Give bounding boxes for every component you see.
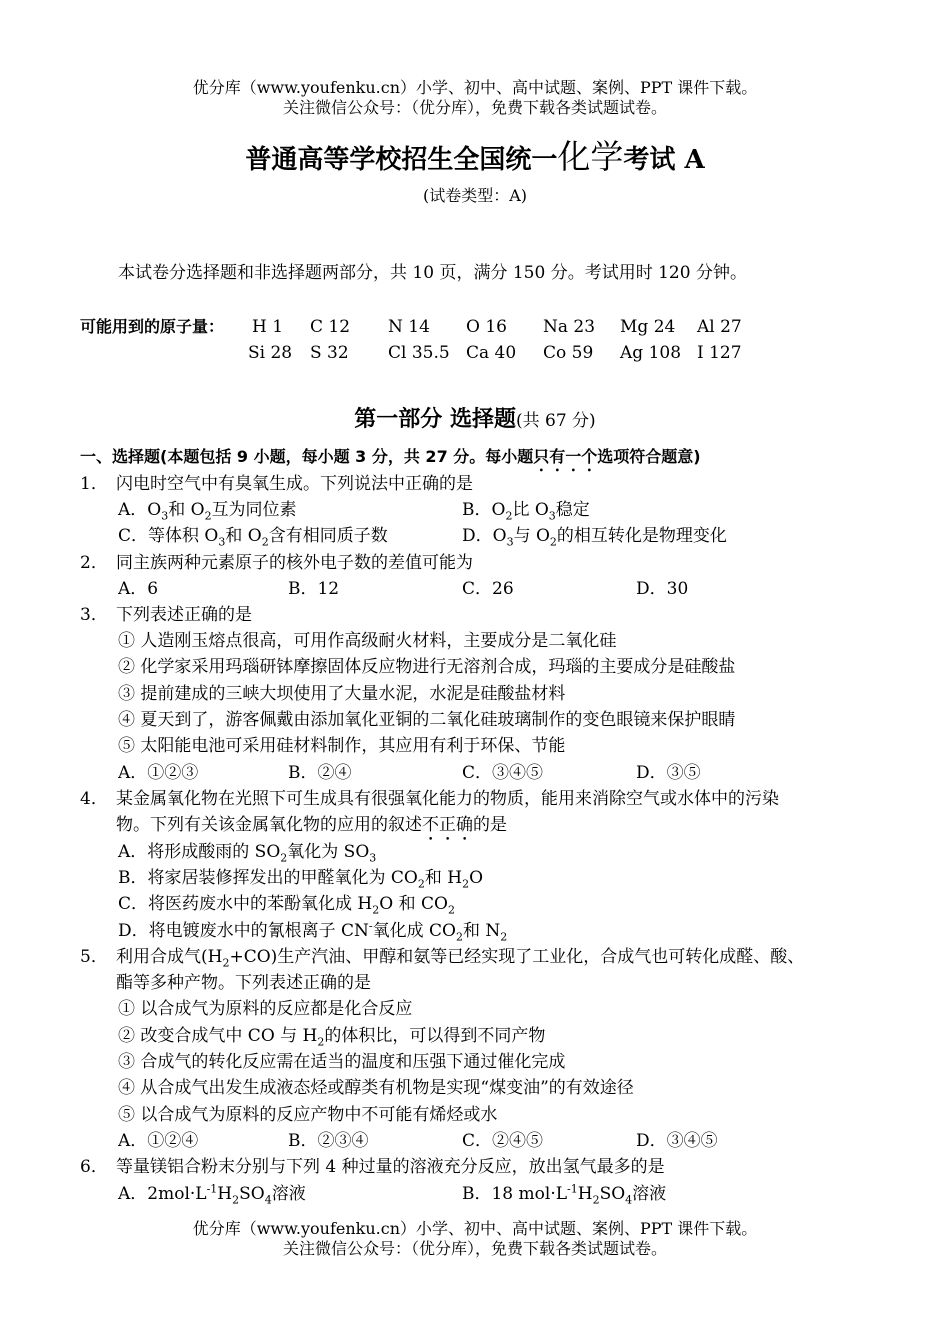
section-score: (共 67 分) <box>515 411 596 431</box>
statement-item: ③ 合成气的转化反应需在适当的温度和压强下通过催化完成 <box>118 1052 566 1072</box>
question-stem-cont: 物。下列有关该金属氧化物的应用的叙述不正确的是 <box>116 815 507 835</box>
option-b: B．将家居装修挥发出的甲醛氧化为 $CO_2$和 $H_2O$ <box>118 868 484 891</box>
section-instruction <box>80 446 701 475</box>
option-b: B．$O_2$比 $O_3$稳定 <box>462 500 590 523</box>
question-stem: 同主族两种元素原子的核外电子数的差值可能为 <box>116 553 473 573</box>
atomic-mass: H 1 <box>252 317 284 337</box>
atomic-mass: Si 28 <box>248 343 293 363</box>
header-line-2: 关注微信公众号：（优分库），免费下载各类试题试卷。 <box>282 98 667 117</box>
atomic-mass: O 16 <box>466 317 507 337</box>
atomic-mass: I 127 <box>697 343 742 363</box>
atomic-mass: Co 59 <box>543 343 594 363</box>
instruction-prefix: 一、选择题(本题包括 9 小题，每小题 3 分，共 27 分。每小题 <box>80 447 534 466</box>
question-number: 4． <box>80 789 108 809</box>
option-a: A．$2mol\cdot L^{-1}H_2SO_4$溶液 <box>118 1182 306 1207</box>
atomic-mass: Al 27 <box>697 317 742 337</box>
paper-type: (试卷类型：A) <box>422 186 528 205</box>
option-d: D．③⑤ <box>636 763 701 783</box>
question-stem: 下列表述正确的是 <box>116 605 252 625</box>
atomic-mass: C 12 <box>310 317 351 337</box>
instruction-emphasis: 只有一个 <box>533 447 598 466</box>
option-d: D．③④⑤ <box>636 1131 718 1151</box>
statement-item: ① 以合成气为原料的反应都是化合反应 <box>118 999 413 1019</box>
title-subject: 化学 <box>557 137 624 176</box>
question-number: 1． <box>80 474 108 494</box>
option-c: C．将医药废水中的苯酚氧化成 $H_2O$ 和 $CO_2$ <box>118 894 455 917</box>
option-b: B．②④ <box>288 763 352 783</box>
question-number: 2． <box>80 553 108 573</box>
statement-item: ② 改变合成气中 CO 与 $H_2$的体积比，可以得到不同产物 <box>118 1026 546 1049</box>
option-b: B．12 <box>288 579 340 599</box>
title-part-3: 考试 A <box>623 145 705 175</box>
header-line-1: 优分库（www.youfenku.cn）小学、初中、高中试题、案例、PPT 课件下载。 <box>192 78 758 97</box>
option-c: C．②④⑤ <box>462 1131 544 1151</box>
option-d: D．$O_3$与 $O_2$的相互转化是物理变化 <box>462 526 727 549</box>
question-number: 5． <box>80 947 108 967</box>
atomic-mass: Ag 108 <box>620 343 682 363</box>
atomic-mass: Ca 40 <box>466 343 517 363</box>
question-stem: 利用合成气$(H_2+CO)$生产汽油、甲醇和氨等已经实现了工业化，合成气也可转化成醛、酸、 <box>116 947 805 970</box>
option-d: D．将电镀废水中的氰根离子 CN-氧化成 $CO_2$和 $N_2$ <box>118 919 508 944</box>
atomic-mass-label: 可能用到的原子量： <box>80 317 225 336</box>
question-number: 6． <box>80 1157 108 1177</box>
option-c: C．等体积 $O_3$和 $O_2$含有相同质子数 <box>118 526 388 549</box>
option-b: B．18 $mol\cdot L^{-1}H_2SO_4$溶液 <box>462 1182 667 1207</box>
option-c: C．③④⑤ <box>462 763 544 783</box>
atomic-mass: S 32 <box>310 343 349 363</box>
statement-item: ① 人造刚玉熔点很高，可用作高级耐火材料，主要成分是二氧化硅 <box>118 631 617 651</box>
atomic-mass: Mg 24 <box>620 317 676 337</box>
footer-line-1: 优分库（www.youfenku.cn）小学、初中、高中试题、案例、PPT 课件下载。 <box>192 1219 758 1238</box>
atomic-mass: Na 23 <box>543 317 596 337</box>
title-part-1: 普通高等学校招生全国统一 <box>245 145 558 175</box>
option-a: A．$O_3$和 $O_2$互为同位素 <box>118 500 297 523</box>
statement-item: ② 化学家采用玛瑙研钵摩擦固体反应物进行无溶剂合成，玛瑙的主要成分是硅酸盐 <box>118 657 736 677</box>
option-a: A．①②④ <box>118 1131 199 1151</box>
page-title <box>0 137 950 177</box>
statement-item: ④ 从合成气出发生成液态烃或醇类有机物是实现“煤变油”的有效途径 <box>118 1078 634 1098</box>
option-a: A．6 <box>118 579 159 599</box>
question-stem: 某金属氧化物在光照下可生成具有很强氧化能力的物质，能用来消除空气或水体中的污染 <box>116 789 779 809</box>
option-b: B．②③④ <box>288 1131 369 1151</box>
statement-item: ⑤ 以合成气为原料的反应产物中不可能有烯烃或水 <box>118 1105 498 1125</box>
statement-item: ③ 提前建成的三峡大坝使用了大量水泥，水泥是硅酸盐材料 <box>118 684 566 704</box>
section-title <box>0 405 950 435</box>
footer-line-2: 关注微信公众号：（优分库），免费下载各类试题试卷。 <box>282 1239 667 1258</box>
option-c: C．26 <box>462 579 514 599</box>
intro-text: 本试卷分选择题和非选择题两部分，共 10 页，满分 150 分。考试用时 120 分钟。 <box>118 263 747 283</box>
option-a: A．将形成酸雨的 $SO_2$氧化为 $SO_3$ <box>118 842 377 865</box>
atomic-mass: N 14 <box>388 317 430 337</box>
option-a: A．①②③ <box>118 763 199 783</box>
option-d: D．30 <box>636 579 689 599</box>
question-stem: 闪电时空气中有臭氧生成。下列说法中正确的是 <box>116 474 473 494</box>
instruction-suffix: 选项符合题意) <box>597 447 701 466</box>
question-stem-cont: 酯等多种产物。下列表述正确的是 <box>116 973 371 993</box>
question-stem: 等量镁铝合粉末分别与下列 4 种过量的溶液充分反应，放出氢气最多的是 <box>116 1157 665 1177</box>
statement-item: ⑤ 太阳能电池可采用硅材料制作，其应用有利于环保、节能 <box>118 736 566 756</box>
atomic-mass: Cl 35.5 <box>388 343 450 363</box>
statement-item: ④ 夏天到了，游客佩戴由添加氧化亚铜的二氧化硅玻璃制作的变色眼镜来保护眼睛 <box>118 710 736 730</box>
section-title-text: 第一部分 选择题 <box>354 406 516 432</box>
question-number: 3． <box>80 605 108 625</box>
